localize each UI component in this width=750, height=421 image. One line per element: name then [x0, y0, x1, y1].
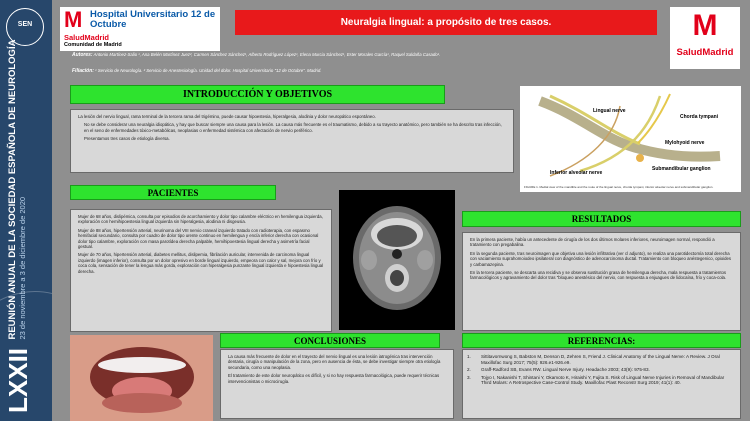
conclusion-paragraph: La causa más frecuente de dolor en el trayecto del nervio lingual es una lesión iatrogénica tras intervención dentaria, cirugía o manipulación de la zona, pero en ausencia de ésta, se debe investigar siempre otra etiología secundaria, como una neoplasia. [228, 354, 441, 370]
resultados-panel [462, 232, 741, 331]
case-paragraph: Mujer de 88 años, hipertensión arterial, neurinoma del VIII nervio craneal izquierdo tratado con radioterapia, con espasmo hemifacial secundario, consulta por cuadro de dolor tipo urente continuo en hemilengua y encía inferior derecha con ocasional dolor tipo calambre, exploración con masa parotídea derecha palpable, hemihipoestesia lingual derecha y asimetría facial gestual. [78, 227, 319, 250]
intro-paragraph: No se debe considerar una neuralgia idiopática, y hay que buscar siempre una causa para la lesión. La causa más frecuente es el traumatismo, debido a su trayecto anatómico, pero también se ha descrito tras infección, en el seno de enfermedades tóxico-metabólicas, neoplasias o enfermedad sistémica con afectación de nervio periférico. [84, 122, 502, 133]
hospital-name: Hospital Universitario 12 de Octubre [90, 9, 216, 30]
tongue-photo-graphic [70, 335, 213, 421]
event-title [5, 40, 31, 413]
reference-text: Tojyo I, Nakanishi T, Shintani Y, Okamoto K, Hiraishi Y, Fujita S. Risk of Lingual Nerve Injuries in Removal of Mandibular Third Molars: A Retrospective Case-Control Study. Maxillofac Plast Reconstr Surg 2019; 41(1): 40. [481, 374, 725, 386]
referencias-heading: REFERENCIAS: [462, 333, 741, 348]
event-dates: 23 de noviembre a 3 de diciembre de 2020 [18, 196, 27, 340]
label-submandibular-ganglion: Submandibular ganglion [652, 166, 711, 172]
event-name: REUNIÓN ANUAL DE LA SOCIEDAD ESPAÑOLA DE NEUROLOGÍA [7, 39, 18, 340]
lingual-nerve-diagram [520, 86, 741, 192]
saludmadrid-text: SaludMadrid [64, 33, 110, 42]
filiacion-text: ¹ Servicio de Neurología. ² Servicio de Anestesiología. Unidad del dolor. Hospital Universitario "12 de Octubre". Madrid. [95, 68, 322, 73]
reference-text: Sittitavornwong S, Babston M, Denson D, Zehren S, Friend J. Clinical Anatomy of the Lingual Nerve: A Review. J Oral Maxillofac Surg 2017; 75(5): 926.e1-926.e9. [481, 354, 720, 365]
authors-line [72, 52, 632, 58]
conclusiones-panel [220, 349, 454, 419]
saludmadrid-logo-text: SaludMadrid [676, 47, 734, 58]
figure-caption: FIGURE 1. Medial view of the mandible and the route of the lingual nerve, chorda tympani, inferior alveolar nerve and submandibular ganglion. [524, 185, 714, 190]
ct-scan-graphic [339, 190, 455, 330]
sen-logo-text: SEN [17, 21, 33, 28]
saludmadrid-logo [670, 7, 740, 69]
pacientes-panel [70, 209, 332, 332]
conclusion-paragraph: El tratamiento de este dolor neuropático es difícil, y si no hay respuesta farmacológica, puede requerir técnicas intervencionistas o microcirugía. [228, 373, 440, 384]
intro-paragraph: La lesión del nervio lingual, rama terminal de la tercera rama del trigémino, puede causar hipoestesia, hiperalgesia, alodinia y dolor neuropático espontáneo. [78, 114, 376, 119]
filiacion-label: Filiación: [72, 68, 94, 74]
conclusiones-heading: CONCLUSIONES [220, 333, 440, 348]
comunidad-text: Comunidad de Madrid [64, 42, 122, 48]
authors-label: Autores: [72, 52, 93, 58]
madrid-m-icon: M [64, 7, 83, 32]
intro-heading: INTRODUCCIÓN Y OBJETIVOS [70, 85, 445, 104]
filiacion-line [72, 68, 632, 74]
pacientes-heading: PACIENTES [70, 185, 276, 200]
case-paragraph: Mujer de 70 años, hipertensión arterial, diabetes mellitus, dislipemia, fibrilación auricular, intervenida de carcinoma lingual izquierdo (imagen inferior), consulta por un dolor opresivo en borde lingual izquierdo, empeora con calor y sal, mejora con frío y coca cola, sensación de tener la lengua más gorda, exploración con hiperalgesia punzante lingual izquierda e hipoestesia lingual derecha. [78, 252, 324, 274]
referencias-panel [462, 349, 741, 419]
madrid-m-icon: M [692, 9, 718, 42]
result-paragraph: En la tercera paciente, se descarta una recidiva y se observa sustitución grasa de hemilengua derecha, mala respuesta a tratamientos farmacológicos y agravamiento del dolor tras "bloqueo anestésico del nervio, con respuesta a enjuagues de lidocaína, frío y coca-cola. [470, 270, 727, 281]
reference-number: 1. [467, 354, 471, 359]
reference-text: Graff-Radford SB, Evans RW. Lingual Nerve Injury. Headache 2003; 43(9): 975-83. [481, 367, 650, 373]
result-paragraph: En la primera paciente, había un antecedente de cirugía de los dos últimos molares inferiores, neuroimagen normal, respondió a tratamiento con pregabalina. [470, 237, 715, 248]
resultados-heading: RESULTADOS [462, 211, 741, 227]
reference-item [467, 375, 733, 386]
reference-number: 2. [467, 367, 471, 373]
label-chorda-tympani: Chorda tympani [680, 114, 719, 120]
label-lingual-nerve: Lingual nerve [593, 108, 626, 114]
reference-number: 3. [467, 374, 471, 380]
intro-panel [70, 109, 514, 173]
hospital-logo [60, 7, 220, 51]
reference-item [467, 354, 733, 365]
ct-scan-image [339, 190, 455, 330]
case-paragraph: Mujer de 68 años, dislipémica, consulta por episodios de acorchamiento y dolor tipo calambre eléctrico en hemilengua izquierda, exploración con hemihipoestesia lingual izquierda sin hiperalgesia, alodinia ni disgeusia. [78, 214, 323, 225]
reference-item [467, 367, 733, 373]
label-inferior-alveolar-nerve: Inferior alveolar nerve [550, 170, 603, 176]
tongue-photo [70, 335, 213, 421]
reference-list [467, 354, 733, 386]
intro-paragraph: Presentamos tres casos de etiología diversa. [84, 136, 170, 142]
side-banner [0, 0, 52, 421]
poster-title: Neuralgia lingual: a propósito de tres casos. [235, 10, 657, 35]
label-mylohyoid-nerve: Mylohyoid nerve [665, 140, 705, 146]
nerve-anatomy-illustration [520, 86, 741, 192]
result-paragraph: En la segunda paciente, tras neuroimagen que objetiva una lesión infiltrativa (ver cl adjunto), se realiza una parotidectomía total derecha con vaciamiento suprahomoiodeo ipsilateral con diagnóstico de adenocarcinoma ductal. Tratamiento con bloqueo anéstegenico, opioides y carbamazepina. [470, 250, 732, 267]
authors-text: Antonio Martínez-Salio ¹, Ana Belén Martínez Juez², Carmen Sánchez Sánchez¹, Alberto Rodríguez López¹, Elena Murcia Sánchez¹, Ester Morales García¹, Raquel Saldaña Casado¹. [93, 52, 441, 57]
edition-number: LXXII [3, 347, 33, 413]
